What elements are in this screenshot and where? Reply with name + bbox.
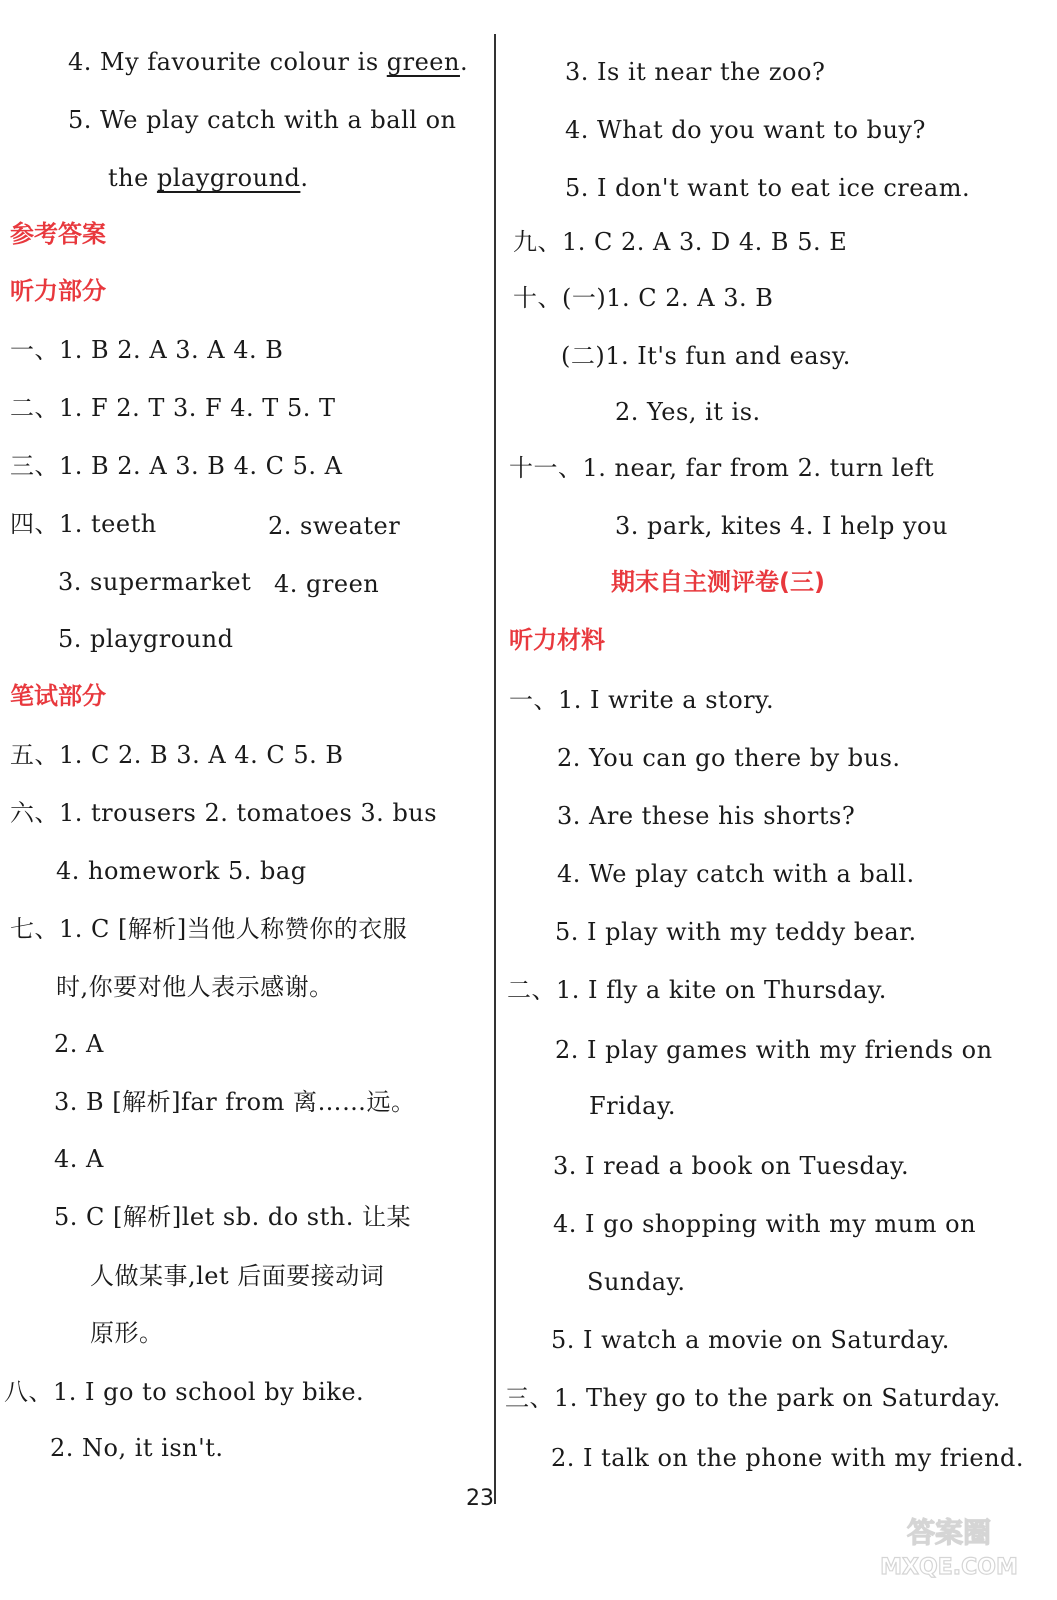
answer-line: 十一、1. near, far from 2. turn left	[509, 454, 935, 482]
answer-line: 2. A	[54, 1030, 104, 1058]
left-column	[0, 0, 490, 1520]
answer-line: 3. supermarket	[58, 568, 252, 596]
answer-line: 2. You can go there by bus.	[557, 744, 901, 772]
section-heading-answers: 参考答案	[10, 220, 106, 248]
answer-line: 一、1. I write a story.	[509, 686, 775, 714]
section-heading-material: 听力材料	[509, 626, 605, 654]
answer-line: 四、1. teeth	[10, 510, 157, 538]
answer-line: 2. I talk on the phone with my friend.	[551, 1444, 1025, 1472]
answer-line: 4. My favourite colour is green.	[68, 48, 469, 76]
answer-line: 2. Yes, it is.	[615, 398, 761, 426]
answer-line: 2. sweater	[268, 512, 401, 540]
answer-line: 人做某事,let 后面要接动词	[90, 1262, 385, 1290]
section-heading-test: 期末自主测评卷(三)	[611, 568, 825, 596]
answer-line: 十、(一)1. C 2. A 3. B	[513, 284, 774, 312]
section-heading-listening: 听力部分	[10, 277, 106, 305]
right-column	[505, 0, 1057, 1520]
answer-line: 4. What do you want to buy?	[565, 116, 926, 144]
answer-line: (二)1. It's fun and easy.	[561, 342, 851, 370]
watermark-url: MXQE.COM	[880, 1555, 1018, 1580]
section-heading-written: 笔试部分	[10, 682, 106, 710]
answer-line: 六、1. trousers 2. tomatoes 3. bus	[10, 799, 438, 827]
watermark-text: 答案圈	[906, 1516, 992, 1549]
answer-line: 九、1. C 2. A 3. D 4. B 5. E	[513, 228, 848, 256]
answer-line: 4. We play catch with a ball.	[557, 860, 915, 888]
answer-line: 5. C [解析]let sb. do sth. 让某	[54, 1203, 411, 1231]
answer-line: 三、1. They go to the park on Saturday.	[505, 1384, 1001, 1412]
answer-line: 5. We play catch with a ball on	[68, 106, 457, 134]
answer-line: Friday.	[589, 1092, 676, 1120]
answer-line: the playground.	[108, 164, 309, 192]
answer-line: 二、1. F 2. T 3. F 4. T 5. T	[10, 394, 336, 422]
answer-line: 4. homework 5. bag	[56, 857, 307, 885]
answer-line: 七、1. C [解析]当他人称赞你的衣服	[10, 915, 408, 943]
answer-line: 八、1. I go to school by bike.	[4, 1378, 365, 1406]
answer-line: 时,你要对他人表示感谢。	[56, 973, 334, 1001]
answer-line: 3. park, kites 4. I help you	[615, 512, 948, 540]
answer-line: 5. I play with my teddy bear.	[555, 918, 917, 946]
answer-line: 5. playground	[58, 625, 234, 653]
answer-line: 4. A	[54, 1145, 104, 1173]
answer-line: 原形。	[90, 1319, 164, 1347]
answer-line: 3. Are these his shorts?	[557, 802, 856, 830]
answer-line: 五、1. C 2. B 3. A 4. C 5. B	[10, 741, 344, 769]
answer-line: 4. green	[274, 570, 380, 598]
answer-line: 3. I read a book on Tuesday.	[553, 1152, 910, 1180]
watermark-logo	[869, 1512, 1029, 1582]
answer-line: 一、1. B 2. A 3. A 4. B	[10, 336, 284, 364]
answer-line: 三、1. B 2. A 3. B 4. C 5. A	[10, 452, 343, 480]
answer-line: Sunday.	[587, 1268, 686, 1296]
answer-line: 3. Is it near the zoo?	[565, 58, 826, 86]
column-divider	[494, 34, 496, 1504]
answer-line: 5. I watch a movie on Saturday.	[551, 1326, 950, 1354]
answer-line: 二、1. I fly a kite on Thursday.	[507, 976, 887, 1004]
answer-line: 2. No, it isn't.	[50, 1434, 224, 1462]
answer-line: 4. I go shopping with my mum on	[553, 1210, 977, 1238]
answer-line: 3. B [解析]far from 离……远。	[54, 1088, 416, 1116]
page-number: 23	[466, 1486, 494, 1511]
answer-line: 5. I don't want to eat ice cream.	[565, 174, 971, 202]
answer-line: 2. I play games with my friends on	[555, 1036, 993, 1064]
